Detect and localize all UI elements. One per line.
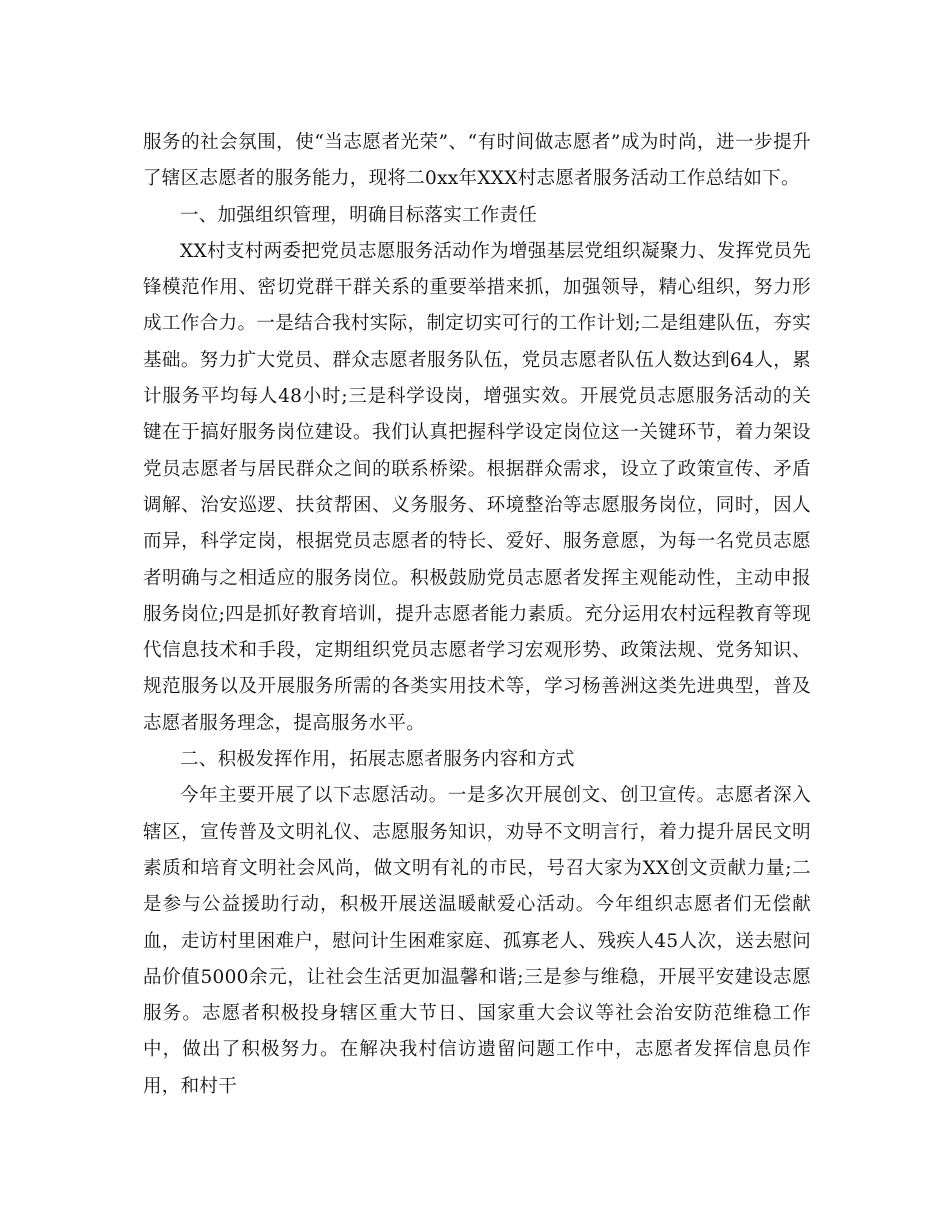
paragraph-intro: 服务的社会氛围，使“当志愿者光荣”、“有时间做志愿者”成为时尚，进一步提升了辖区志愿者的服务能力，现将二0xx年XXX村志愿者服务活动工作总结如下。 [143, 132, 811, 190]
paragraph-section-2: 今年主要开展了以下志愿活动。一是多次开展创文、创卫宣传。志愿者深入辖区，宣传普及文明礼仪、志愿服务知识，劝导不文明言行，着力提升居民文明素质和培育文明社会风尚，做文明有礼的市民，号召大家为XX创文贡献力量;二是参与公益援助行动，积极开展送温暖献爱心活动。今年组织志愿者们无偿献血，走访村里困难户，慰问计生困难家庭、孤寡老人、残疾人45人次，送去慰问品价值5000余元，让社会生活更加温馨和谐;三是参与维稳，开展平安建设志愿服务。志愿者积极投身辖区重大节日、国家重大会议等社会治安防范维稳工作中，做出了积极努力。在解决我村信访遗留问题工作中，志愿者发挥信息员作用，和村干 [143, 785, 811, 1097]
section-heading-1: 一、加强组织管理，明确目标落实工作责任 [180, 204, 538, 226]
paragraph-section-1: XX村支村两委把党员志愿服务活动作为增强基层党组织凝聚力、发挥党员先锋模范作用、密切党群干群关系的重要举措来抓，加强领导，精心组织，努力形成工作合力。一是结合我村实际，制定切实可行的工作计划;二是组建队伍，夯实基础。努力扩大党员、群众志愿者服务队伍，党员志愿者队伍人数达到64人，累计服务平均每人48小时;三是科学设岗，增强实效。开展党员志愿服务活动的关键在于搞好服务岗位建设。我们认真把握科学设定岗位这一关键环节，着力架设党员志愿者与居民群众之间的联系桥梁。根据群众需求，设立了政策宣传、矛盾调解、治安巡逻、扶贫帮困、义务服务、环境整治等志愿服务岗位，同时，因人而异，科学定岗，根据党员志愿者的特长、爱好、服务意愿，为每一名党员志愿者明确与之相适应的服务岗位。积极鼓励党员志愿者发挥主观能动性，主动申报服务岗位;四是抓好教育培训，提升志愿者能力素质。充分运用农村远程教育等现代信息技术和手段，定期组织党员志愿者学习宏观形势、政策法规、党务知识、规范服务以及开展服务所需的各类实用技术等，学习杨善洲这类先进典型，普及志愿者服务理念，提高服务水平。 [143, 240, 811, 734]
document-body [143, 125, 811, 1105]
section-heading-2: 二、积极发挥作用，拓展志愿者服务内容和方式 [180, 749, 575, 771]
